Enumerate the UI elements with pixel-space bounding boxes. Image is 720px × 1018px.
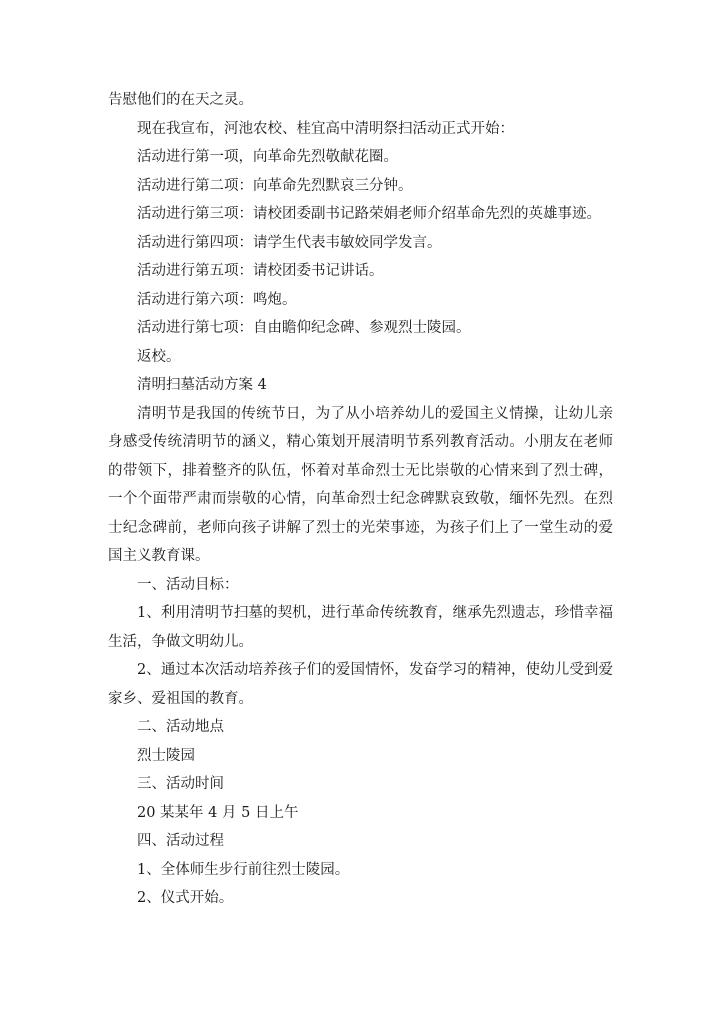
paragraph: 20 某某年 4 月 5 日上午 [137, 804, 299, 821]
paragraph: 三、活动时间 [137, 776, 224, 792]
paragraph: 告慰他们的在天之灵。 [108, 92, 253, 108]
paragraph: 活动进行第七项：自由瞻仰纪念碑、参观烈士陵园。 [137, 320, 471, 336]
paragraph: 活动进行第五项：请校团委书记讲话。 [137, 263, 384, 279]
paragraph: 清明扫墓活动方案 4 [137, 377, 267, 393]
paragraph: 清明节是我国的传统节日，为了从小培养幼儿的爱国主义情操，让幼儿亲身感受传统清明节的涵义，精心策划开展清明节系列教育活动。小朋友在老师的带领下，排着整齐的队伍，怀着对革命烈士无比崇敬的心情来到了烈士碑，一个个面带严肃而崇敬的心情，向革命烈士纪念碑默哀致敬，缅怀先烈。在烈士纪念碑前，老师向孩子讲解了烈士的光荣事迹，为孩子们上了一堂生动的爱国主义教育课。 [108, 405, 613, 564]
paragraph: 活动进行第一项，向革命先烈敬献花圈。 [137, 149, 398, 165]
paragraph: 二、活动地点 [137, 719, 224, 735]
paragraph: 烈士陵园 [137, 747, 195, 764]
paragraph: 活动进行第三项：请校团委副书记路荣娟老师介绍革命先烈的英雄事迹。 [137, 206, 601, 222]
paragraph: 2、通过本次活动培养孩子们的爱国情怀，发奋学习的精神，使幼儿受到爱家乡、爱祖国的教育。 [108, 662, 613, 707]
paragraph: 四、活动过程 [137, 833, 224, 849]
paragraph: 1、全体师生步行前往烈士陵园。 [137, 861, 350, 878]
paragraph: 活动进行第二项：向革命先烈默哀三分钟。 [137, 177, 413, 194]
paragraph: 活动进行第六项：鸣炮。 [137, 291, 297, 308]
paragraph: 现在我宣布，河池农校、桂宜高中清明祭扫活动正式开始： [137, 120, 514, 137]
paragraph: 活动进行第四项：请学生代表韦敏姣同学发言。 [137, 234, 442, 251]
paragraph: 一、活动目标： [137, 576, 239, 593]
document-body [108, 86, 613, 913]
paragraph: 1、利用清明节扫墓的契机，进行革命传统教育，继承先烈遗志，珍惜幸福生活，争做文明幼儿。 [108, 605, 613, 650]
paragraph: 2、仪式开始。 [137, 890, 234, 906]
paragraph: 返校。 [137, 348, 181, 365]
